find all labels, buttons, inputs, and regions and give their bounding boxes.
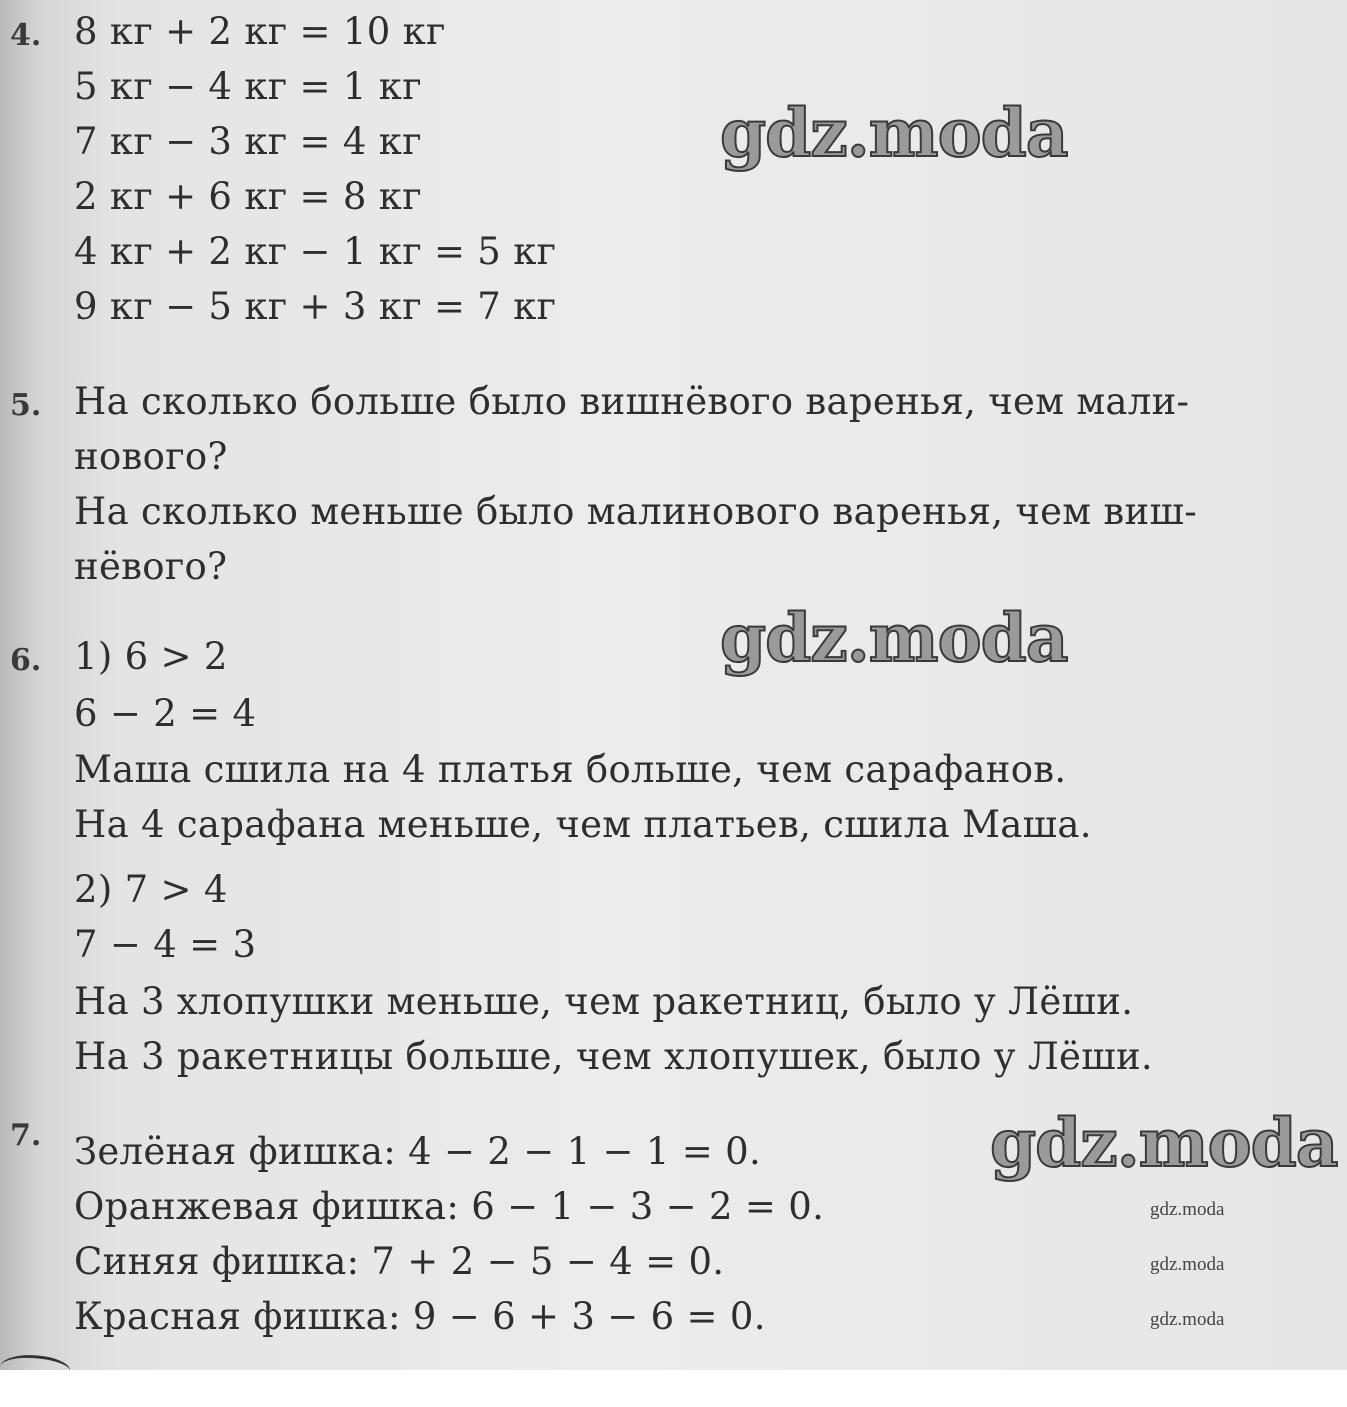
watermark: gdz.moda bbox=[720, 94, 1068, 172]
text-line: 7 − 4 = 3 bbox=[74, 923, 257, 966]
task-number: 4. bbox=[10, 18, 42, 53]
text-line: Маша сшила на 4 платья больше, чем сарафанов. bbox=[74, 748, 1067, 791]
watermark-small: gdz.moda bbox=[1150, 1199, 1225, 1220]
task-number: 6. bbox=[10, 643, 42, 678]
text-line: На 4 сарафана меньше, чем платьев, сшила Маша. bbox=[74, 803, 1092, 846]
page-edge-curve bbox=[0, 1350, 72, 1387]
watermark-small: gdz.moda bbox=[1150, 1309, 1225, 1330]
text-line: 2 кг + 6 кг = 8 кг bbox=[74, 175, 422, 218]
text-line: Синяя фишка: 7 + 2 − 5 − 4 = 0. bbox=[74, 1240, 725, 1283]
text-line: Зелёная фишка: 4 − 2 − 1 − 1 = 0. bbox=[74, 1130, 762, 1173]
text-line: На 3 ракетницы больше, чем хлопушек, было у Лёши. bbox=[74, 1035, 1153, 1078]
text-line: 5 кг − 4 кг = 1 кг bbox=[74, 65, 422, 108]
text-line: На сколько больше было вишнёвого варенья, чем мали- bbox=[74, 380, 1190, 423]
watermark-small: gdz.moda bbox=[1150, 1254, 1225, 1275]
text-line: На 3 хлопушки меньше, чем ракетниц, было у Лёши. bbox=[74, 980, 1134, 1023]
text-line: 9 кг − 5 кг + 3 кг = 7 кг bbox=[74, 285, 557, 328]
text-line: 1) 6 > 2 bbox=[74, 635, 228, 678]
watermark: gdz.moda bbox=[720, 599, 1068, 677]
text-line: 4 кг + 2 кг − 1 кг = 5 кг bbox=[74, 230, 557, 273]
task-number: 5. bbox=[10, 388, 42, 423]
text-line: Оранжевая фишка: 6 − 1 − 3 − 2 = 0. bbox=[74, 1185, 825, 1228]
text-line: 7 кг − 3 кг = 4 кг bbox=[74, 120, 422, 163]
text-line: 6 − 2 = 4 bbox=[74, 692, 257, 735]
text-line: нового? bbox=[74, 435, 228, 478]
text-line: 8 кг + 2 кг = 10 кг bbox=[74, 10, 446, 53]
text-line: нёвого? bbox=[74, 545, 228, 588]
watermark: gdz.moda bbox=[990, 1104, 1338, 1182]
text-line: На сколько меньше было малинового варенья, чем виш- bbox=[74, 490, 1198, 533]
task-number: 7. bbox=[10, 1118, 42, 1153]
text-line: Красная фишка: 9 − 6 + 3 − 6 = 0. bbox=[74, 1295, 766, 1338]
text-line: 2) 7 > 4 bbox=[74, 868, 228, 911]
